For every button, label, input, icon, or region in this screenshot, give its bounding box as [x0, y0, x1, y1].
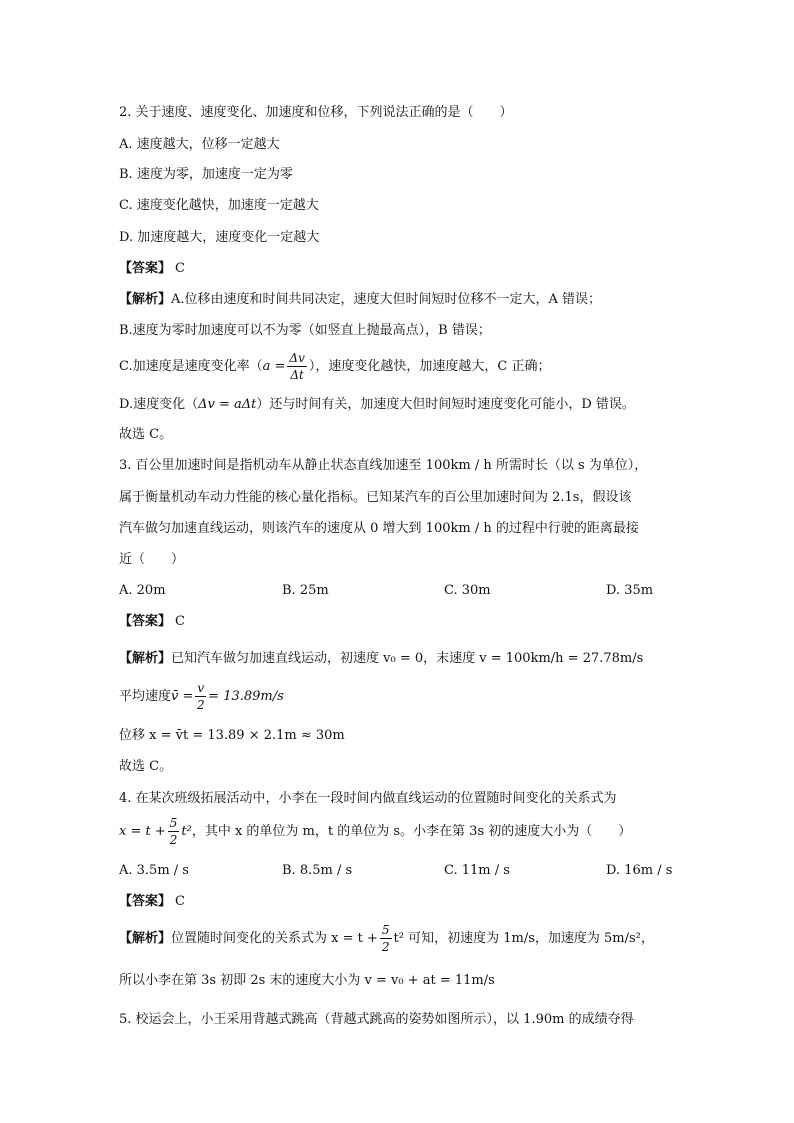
formula-lhs: x = t +	[119, 824, 166, 839]
q2-option-d: D. 加速度越大，速度变化一定越大	[119, 230, 320, 245]
q5-stem: 5. 校运会上，小王采用背越式跳高（背越式跳高的姿势如图所示），以 1.90m 的成绩夺得	[119, 1012, 634, 1027]
answer-value: C	[175, 261, 185, 276]
analysis-text: 已知汽车做匀加速直线运动，初速度 v₀ = 0，末速度 v = 100km/h = 27.78m/s	[171, 651, 644, 666]
formula-lhs: a =	[262, 359, 286, 374]
q3-option-d: D. 35m	[606, 583, 654, 598]
q2-analysis-b: B.速度为零时加速度可以不为零（如竖直上抛最高点），B 错误；	[119, 323, 491, 338]
q4-analysis-2: 所以小李在第 3s 初即 2s 末的速度大小为 v = v₀ + at = 11m/s	[119, 973, 495, 988]
avg-prefix: 平均速度	[119, 689, 172, 704]
analysis-c-prefix: C.加速度是速度变化率（	[119, 359, 263, 374]
q2-option-a: A. 速度越大，位移一定越大	[119, 137, 280, 152]
q2-analysis-c	[119, 350, 550, 384]
fraction-numerator: 5	[169, 816, 178, 830]
q3-stem-line-4: 近（ ）	[119, 552, 185, 567]
answer-tag: 【答案】	[119, 894, 172, 909]
q3-option-c: C. 30m	[444, 583, 491, 598]
q3-analysis-1	[119, 650, 643, 668]
q3-answer	[119, 613, 185, 631]
stem-rest: ，其中 x 的单位为 m，t 的单位为 s。小李在第 3s 初的速度大小为（ ）	[191, 824, 632, 839]
q3-conclusion: 故选 C。	[119, 759, 173, 774]
q4-option-b: B. 8.5m / s	[282, 863, 353, 878]
q2-option-c: C. 速度变化越快，加速度一定越大	[119, 198, 319, 213]
q4-option-a: A. 3.5m / s	[119, 863, 189, 878]
fraction-denominator: 2	[381, 940, 390, 954]
q3-stem-line-2: 属于衡量机动车动力性能的核心量化指标。已知某汽车的百公里加速时间为 2.1s，假设该	[119, 490, 632, 505]
q2-stem: 2. 关于速度、速度变化、加速度和位移，下列说法正确的是（ ）	[119, 105, 513, 120]
analysis-d-suffix: ）还与时间有关，加速度大但时间短时速度变化可能小，D 错误。	[256, 397, 635, 412]
fraction-numerator: 5	[381, 923, 390, 937]
fraction-numerator: v	[197, 681, 205, 695]
q3-option-a: A. 20m	[119, 583, 166, 598]
avg-rhs: = 13.89m/s	[208, 689, 284, 704]
fraction-denominator: 2	[169, 833, 178, 847]
q3-average-velocity	[119, 680, 284, 714]
answer-tag: 【答案】	[119, 261, 172, 276]
analysis-c-suffix: ），速度变化越快，加速度越大，C 正确；	[308, 359, 551, 374]
q4-analysis-1	[119, 922, 654, 956]
fraction	[168, 815, 180, 848]
q2-analysis-a	[119, 291, 601, 309]
q3-option-b: B. 25m	[282, 583, 329, 598]
answer-tag: 【答案】	[119, 614, 172, 629]
fraction	[287, 350, 306, 383]
q3-displacement: 位移 x = v̄t = 13.89 × 2.1m ≈ 30m	[119, 728, 345, 743]
analysis-tag: 【解析】	[119, 931, 172, 946]
q4-option-d: D. 16m / s	[606, 863, 673, 878]
fraction-denominator: Δt	[290, 368, 304, 382]
analysis-tag: 【解析】	[119, 651, 172, 666]
formula: Δv = aΔt	[198, 397, 257, 412]
q4-option-c: C. 11m / s	[444, 863, 510, 878]
fraction	[380, 922, 392, 955]
q4-stem-line-2	[119, 815, 631, 849]
formula-t-squared: t²	[181, 824, 192, 839]
answer-value: C	[175, 614, 185, 629]
q3-stem-line-1: 3. 百公里加速时间是指机动车从静止状态直线加速至 100km / h 所需时长（以 s 为单位），	[119, 458, 648, 473]
analysis-tag: 【解析】	[119, 292, 172, 307]
q4-stem-line-1: 4. 在某次班级拓展活动中，小李在一段时间内做直线运动的位置随时间变化的关系式为	[119, 791, 617, 806]
analysis-d-prefix: D.速度变化（	[119, 397, 199, 412]
q2-conclusion: 故选 C。	[119, 427, 173, 442]
analysis-text-b: t² 可知，初速度为 1m/s，加速度为 5m/s²，	[393, 931, 654, 946]
q2-option-b: B. 速度为零，加速度一定为零	[119, 167, 293, 182]
q2-answer	[119, 260, 185, 278]
fraction-denominator: 2	[196, 698, 205, 712]
analysis-text-a: 位置随时间变化的关系式为 x = t +	[171, 931, 378, 946]
q4-answer	[119, 893, 185, 911]
q2-analysis-d	[119, 396, 635, 414]
avg-lhs: v̄ =	[171, 689, 194, 704]
fraction	[195, 680, 206, 713]
answer-value: C	[175, 894, 185, 909]
q3-stem-line-3: 汽车做匀加速直线运动，则该汽车的速度从 0 增大到 100km / h 的过程中行驶的距离最接	[119, 521, 639, 536]
analysis-text: A.位移由速度和时间共同决定，速度大但时间短时位移不一定大，A 错误；	[171, 292, 602, 307]
fraction-numerator: Δv	[289, 351, 305, 365]
